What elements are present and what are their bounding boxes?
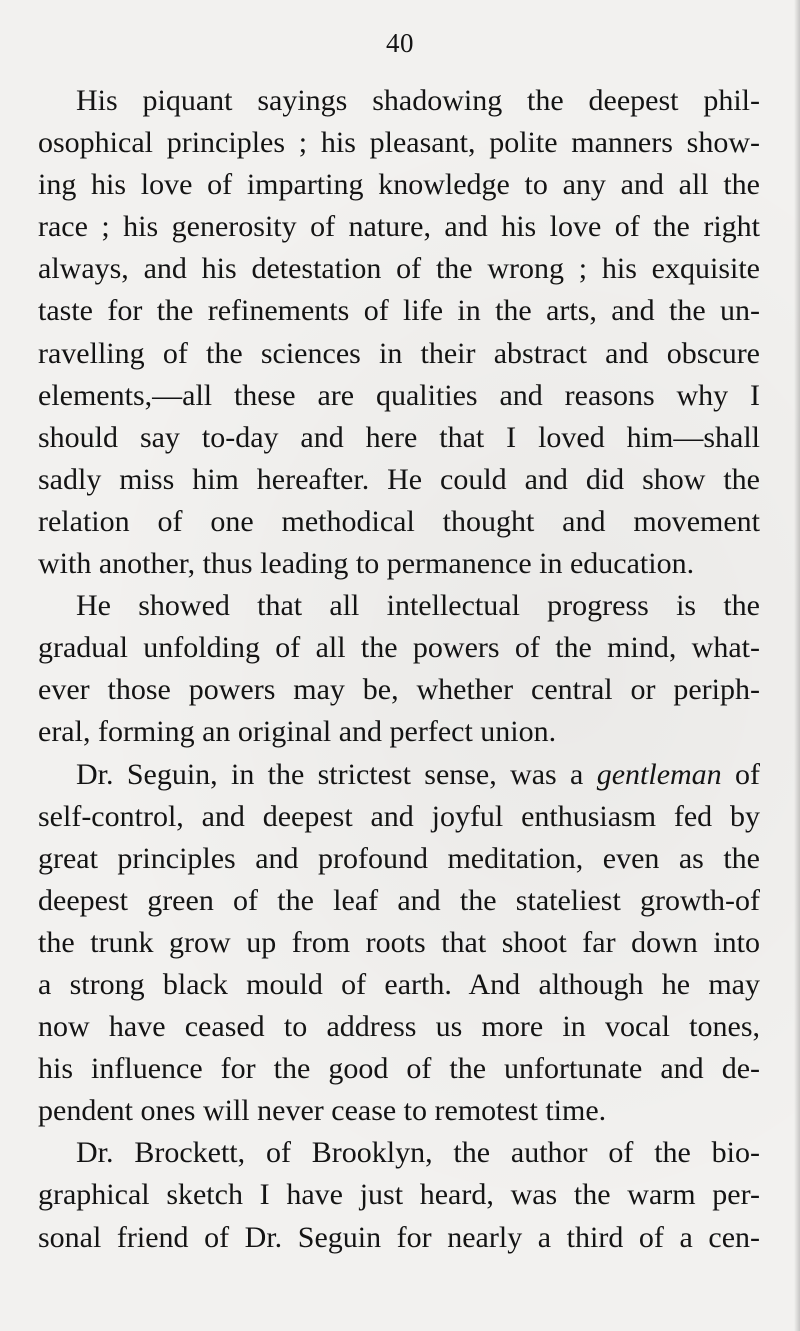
text-line: Dr. Brockett, of Brooklyn, the author of the bio- <box>76 1136 760 1170</box>
text-line: with another, thus leading to permanence in education. <box>38 547 695 581</box>
text-line: sadly miss him hereafter. He could and did show the <box>38 462 760 496</box>
text-line: a strong black mould of earth. And although he may <box>38 967 760 1001</box>
text-line: race ; his generosity of nature, and his love of the right <box>38 210 760 244</box>
text-line: taste for the refinements of life in the arts, and the un- <box>38 294 760 328</box>
page-number: 40 <box>386 28 414 58</box>
text-line: deepest green of the leaf and the stateliest growth-of <box>38 883 760 917</box>
text-line: the trunk grow up from roots that shoot far down into <box>38 925 760 959</box>
paragraph-3 <box>38 754 760 1133</box>
text-line: graphical sketch I have just heard, was the warm per- <box>38 1178 760 1212</box>
text-line: osophical principles ; his pleasant, polite manners show- <box>38 126 760 160</box>
text-line: self-control, and deepest and joyful enthusiasm fed by <box>38 799 760 833</box>
italic-word: gentleman <box>596 757 722 791</box>
text-line: pendent ones will never cease to remotest time. <box>38 1094 607 1128</box>
text-line: sonal friend of Dr. Seguin for nearly a third of a cen- <box>38 1220 760 1254</box>
text-line: He showed that all intellectual progress is the <box>76 589 760 623</box>
paragraph-2 <box>38 585 760 753</box>
text-line: relation of one methodical thought and movement <box>38 504 760 538</box>
text-line: should say to-day and here that I loved him—shall <box>38 420 760 454</box>
text-line: ravelling of the sciences in their abstract and obscure <box>38 336 760 370</box>
text-line: always, and his detestation of the wrong ; his exquisite <box>38 252 760 286</box>
page-edge-shadow <box>794 0 800 1331</box>
text-line: ing his love of imparting knowledge to any and all the <box>38 168 760 202</box>
text-line: gradual unfolding of all the powers of the mind, what- <box>38 631 760 665</box>
body-text <box>38 80 760 1259</box>
text-line: elements,—all these are qualities and reasons why I <box>38 378 760 412</box>
text-line: his influence for the good of the unfortunate and de- <box>38 1052 760 1086</box>
text-line: eral, forming an original and perfect union. <box>38 715 557 749</box>
text-line: now have ceased to address us more in vocal tones, <box>38 1010 760 1044</box>
text-line: His piquant sayings shadowing the deepest phil- <box>76 84 760 117</box>
text-line: great principles and profound meditation, even as the <box>38 841 760 875</box>
paragraph-4 <box>38 1132 760 1258</box>
text-line <box>38 754 760 796</box>
text-run: Dr. Seguin, in the strictest sense, was a <box>76 757 597 791</box>
text-run: of <box>721 757 760 791</box>
text-line: ever those powers may be, whether central or periph- <box>38 673 760 707</box>
paragraph-1 <box>38 80 760 585</box>
